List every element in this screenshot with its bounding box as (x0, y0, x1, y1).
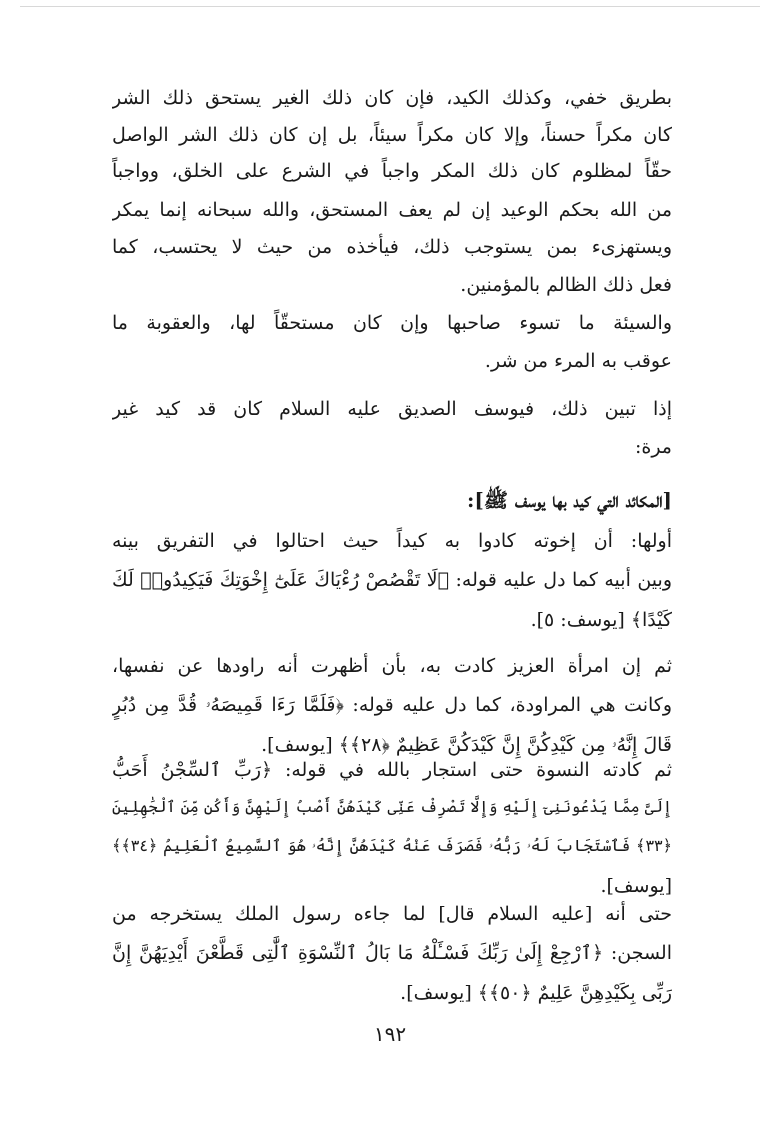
text-line: كَيْدًا﴾ [يوسف: ٥]. (530, 609, 672, 631)
text-line: وكانت هي المراودة، كما دل عليه قوله: ﴿فَلَمَّا رَءَا قَمِيصَهُۥ قُدَّ مِن دُبُرٍ (112, 694, 672, 716)
text-line: ﴿٣٣﴾ فَٱسْتَجَابَ لَهُۥ رَبُّهُۥ فَصَرَفَ عَنْهُ كَيْدَهُنَّ إِنَّهُۥ هُوَ ٱلسَّمِيعُ ٱلْعَلِيمُ ﴿٣٤﴾﴾ (112, 836, 672, 855)
text-line: بطريق خفي، وكذلك الكيد، فإن كان ذلك الغير يستحق ذلك الشر (112, 87, 672, 109)
text-line: ثم إن امرأة العزيز كادت به، بأن أظهرت أنه راودها عن نفسها، (112, 655, 672, 677)
text-line: حقّاً لمظلوم كان ذلك المكر واجباً في الشرع على الخلق، وواجباً (112, 160, 672, 182)
paragraph-4 (112, 522, 672, 640)
text-line: رَبِّى بِكَيْدِهِنَّ عَلِيمٌ ﴿٥٠﴾﴾ [يوسف]. (400, 982, 672, 1004)
paragraph-1 (112, 78, 672, 304)
text-line: السجن: ﴿ٱرْجِعْ إِلَىٰ رَبِّكَ فَسْـَٔلْهُ مَا بَالُ ٱلنِّسْوَةِ ٱلَّٰتِى قَطَّعْنَ أَيْدِيَهُنَّ إِنَّ (112, 942, 672, 964)
text-line: إذا تبين ذلك، فيوسف الصديق عليه السلام كان قد كيد غير (112, 398, 672, 420)
paragraph-3 (112, 390, 672, 466)
text-line: عوقب به المرء من شر. (484, 350, 672, 372)
text-line: فعل ذلك الظالم بالمؤمنين. (460, 274, 672, 296)
page-number: ١٩٢ (373, 1022, 407, 1046)
text-line: إِلَىَّ مِمَّا يَدْعُونَنِىٓ إِلَيْهِ وَإِلَّا تَصْرِفْ عَنِّى كَيْدَهُنَّ أَصْبُ إِلَيْهِنَّ وَأَكُن مِّنَ ٱلْجَٰهِلِينَ (112, 798, 672, 816)
text-line: كان مكراً حسناً، وإلا كان مكراً سيئاً، بل إن كان ذلك الشر الواصل (112, 124, 672, 146)
text-line: والسيئة ما تسوء صاحبها وإن كان مستحقّاً لها، والعقوبة ما (112, 312, 672, 334)
paragraph-6 (112, 752, 672, 906)
text-line: قَالَ إِنَّهُۥ مِن كَيْدِكُنَّ إِنَّ كَيْدَكُنَّ عَظِيمٌ ﴿٢٨﴾﴾ [يوسف]. (261, 734, 672, 756)
text-line: مرة: (634, 436, 672, 458)
text-line: [يوسف]. (600, 875, 672, 897)
text-line: أولها: أن إخوته كادوا به كيداً حيث احتالوا في التفريق بينه (112, 530, 672, 552)
paragraph-7 (112, 895, 672, 1013)
top-rule (20, 6, 760, 7)
text-line: ثم كادته النسوة حتى استجار بالله في قوله: ﴿رَبِّ ٱلسِّجْنُ أَحَبُّ (112, 759, 672, 781)
text-line: حتى أنه [عليه السلام قال] لما جاءه رسول الملك يستخرجه من (112, 903, 672, 925)
text-line: ويستهزىء بمن يستوجب ذلك، فيأخذه من حيث لا يحتسب، كما (112, 236, 672, 258)
paragraph-2 (112, 304, 672, 380)
paragraph-5 (112, 647, 672, 765)
heading-text: [المكائد التي كيد بها يوسف ﷺ]: (467, 488, 672, 512)
text-line: وبين أبيه كما دل عليه قوله: ﴿لَا تَقْصُصْ رُءْيَاكَ عَلَىٰٓ إِخْوَتِكَ فَيَكِيدُوا۟ لَكَ (112, 569, 672, 591)
text-line: من الله بحكم الوعيد إن لم يعف المستحق، والله سبحانه إنما يمكر (112, 199, 672, 221)
section-heading (112, 480, 672, 520)
